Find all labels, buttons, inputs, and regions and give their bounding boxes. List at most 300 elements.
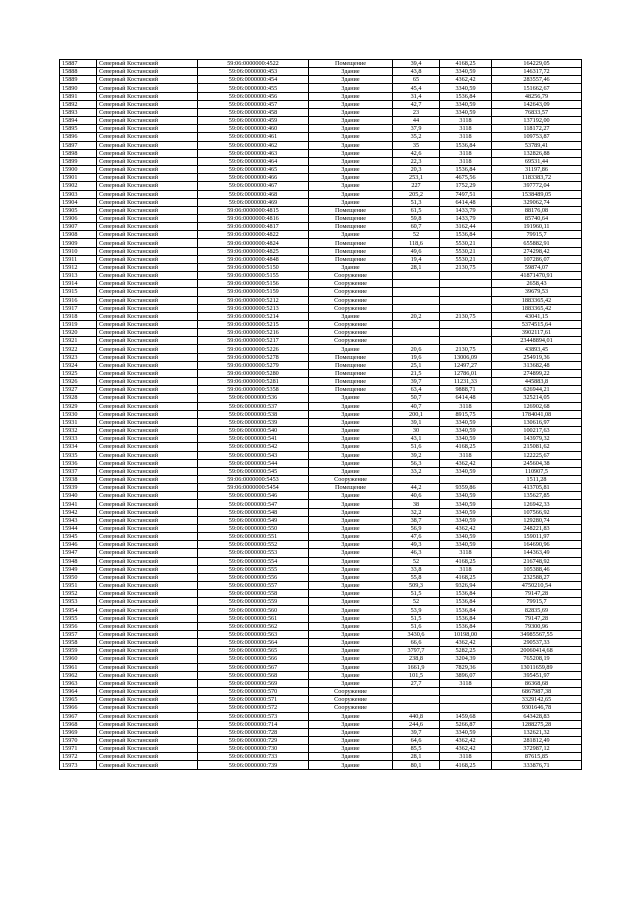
cadastral-number-cell: 59:06:0000000:468 (198, 190, 309, 198)
area-value-cell: 52 (393, 231, 440, 239)
district-name-cell: Северный Костанский (97, 459, 198, 467)
table-row (60, 516, 582, 524)
cadastral-value-cell: 132826,88 (492, 149, 582, 157)
district-name-cell: Северный Костанский (97, 125, 198, 133)
cadastral-value-cell: 372987,12 (492, 745, 582, 753)
cadastral-value-cell: 129280,74 (492, 516, 582, 524)
cadastral-value-cell: 143979,32 (492, 435, 582, 443)
row-number-cell: 15908 (60, 231, 97, 239)
area-value-cell: 440,8 (393, 712, 440, 720)
object-type-cell: Здание (309, 630, 393, 638)
object-type-cell: Здание (309, 125, 393, 133)
cadastral-number-cell: 59:06:0000000:464 (198, 157, 309, 165)
cadastral-number-cell: 59:06:0000000:4816 (198, 214, 309, 222)
cadastral-number-cell: 59:06:0000000:5454 (198, 484, 309, 492)
specific-value-cell (440, 337, 492, 345)
table-row (60, 451, 582, 459)
cadastral-number-cell: 59:06:0000000:714 (198, 720, 309, 728)
specific-value-cell: 3340,59 (440, 516, 492, 524)
table-row (60, 557, 582, 565)
cadastral-value-cell: 137192,00 (492, 117, 582, 125)
specific-value-cell: 1536,84 (440, 141, 492, 149)
table-row (60, 394, 582, 402)
area-value-cell: 20,2 (393, 312, 440, 320)
cadastral-number-cell: 59:06:0000000:558 (198, 590, 309, 598)
cadastral-number-cell: 59:06:0000000:733 (198, 753, 309, 761)
object-type-cell: Здание (309, 573, 393, 581)
row-number-cell: 15952 (60, 590, 97, 598)
row-number-cell: 15905 (60, 206, 97, 214)
district-name-cell: Северный Костанский (97, 736, 198, 744)
specific-value-cell: 3118 (440, 402, 492, 410)
table-row (60, 321, 582, 329)
area-value-cell (393, 337, 440, 345)
district-name-cell: Северный Костанский (97, 451, 198, 459)
table-row (60, 198, 582, 206)
table-row (60, 280, 582, 288)
area-value-cell: 65 (393, 76, 440, 84)
specific-value-cell: 3204,39 (440, 655, 492, 663)
cadastral-number-cell: 59:06:0000000:455 (198, 84, 309, 92)
specific-value-cell: 3118 (440, 753, 492, 761)
cadastral-number-cell: 59:06:0000000:545 (198, 467, 309, 475)
cadastral-number-cell: 59:06:0000000:549 (198, 516, 309, 524)
district-name-cell: Северный Костанский (97, 378, 198, 386)
row-number-cell: 15892 (60, 100, 97, 108)
row-number-cell: 15903 (60, 190, 97, 198)
row-number-cell: 15934 (60, 443, 97, 451)
cadastral-value-cell: 329062,74 (492, 198, 582, 206)
specific-value-cell: 3340,59 (440, 435, 492, 443)
area-value-cell: 38 (393, 500, 440, 508)
cadastral-number-cell: 59:06:0000000:563 (198, 630, 309, 638)
cadastral-value-cell: 1883365,42 (492, 296, 582, 304)
specific-value-cell: 9888,71 (440, 386, 492, 394)
cadastral-value-cell: 79147,28 (492, 614, 582, 622)
specific-value-cell: 3118 (440, 117, 492, 125)
cadastral-number-cell: 59:06:0000000:565 (198, 647, 309, 655)
district-name-cell: Северный Костанский (97, 206, 198, 214)
table-row (60, 68, 582, 76)
district-name-cell: Северный Костанский (97, 92, 198, 100)
row-number-cell: 15964 (60, 688, 97, 696)
cadastral-number-cell: 59:06:0000000:469 (198, 198, 309, 206)
district-name-cell: Северный Костанский (97, 76, 198, 84)
table-row (60, 76, 582, 84)
table-row (60, 459, 582, 467)
district-name-cell: Северный Костанский (97, 361, 198, 369)
object-type-cell: Здание (309, 418, 393, 426)
table-row (60, 247, 582, 255)
row-number-cell: 15925 (60, 369, 97, 377)
cadastral-number-cell: 59:06:0000000:548 (198, 508, 309, 516)
area-value-cell: 47,6 (393, 533, 440, 541)
district-name-cell: Северный Костанский (97, 84, 198, 92)
cadastral-value-cell: 626944,21 (492, 386, 582, 394)
row-number-cell: 15948 (60, 557, 97, 565)
object-type-cell: Здание (309, 68, 393, 76)
row-number-cell: 15946 (60, 541, 97, 549)
cadastral-value-cell: 413705,81 (492, 484, 582, 492)
row-number-cell: 15956 (60, 622, 97, 630)
district-name-cell: Северный Костанский (97, 704, 198, 712)
cadastral-number-cell: 59:06:0000000:459 (198, 117, 309, 125)
row-number-cell: 15900 (60, 166, 97, 174)
specific-value-cell: 3340,59 (440, 492, 492, 500)
district-name-cell: Северный Костанский (97, 100, 198, 108)
specific-value-cell: 4362,42 (440, 745, 492, 753)
area-value-cell: 21,5 (393, 369, 440, 377)
row-number-cell: 15969 (60, 728, 97, 736)
table-row (60, 720, 582, 728)
cadastral-number-cell: 59:06:0000000:5217 (198, 337, 309, 345)
table-row (60, 745, 582, 753)
object-type-cell: Сооружение (309, 288, 393, 296)
area-value-cell (393, 688, 440, 696)
row-number-cell: 15913 (60, 272, 97, 280)
cadastral-value-cell: 1288275,28 (492, 720, 582, 728)
district-name-cell: Северный Костанский (97, 582, 198, 590)
object-type-cell: Помещение (309, 361, 393, 369)
district-name-cell: Северный Костанский (97, 198, 198, 206)
district-name-cell: Северный Костанский (97, 712, 198, 720)
cadastral-number-cell: 59:06:0000000:537 (198, 402, 309, 410)
table-row (60, 410, 582, 418)
area-value-cell: 35 (393, 141, 440, 149)
specific-value-cell: 3118 (440, 149, 492, 157)
area-value-cell: 200,1 (393, 410, 440, 418)
row-number-cell: 15954 (60, 606, 97, 614)
cadastral-value-cell: 164229,05 (492, 60, 582, 68)
object-type-cell: Здание (309, 198, 393, 206)
row-number-cell: 15930 (60, 410, 97, 418)
cadastral-value-cell: 6867987,38 (492, 688, 582, 696)
cadastral-value-cell: 79147,28 (492, 590, 582, 598)
district-name-cell: Северный Костанский (97, 484, 198, 492)
table-row (60, 353, 582, 361)
area-value-cell: 205,2 (393, 190, 440, 198)
specific-value-cell: 5282,25 (440, 647, 492, 655)
row-number-cell: 15927 (60, 386, 97, 394)
cadastral-value-cell: 105388,46 (492, 565, 582, 573)
district-name-cell: Северный Костанский (97, 141, 198, 149)
specific-value-cell: 3118 (440, 125, 492, 133)
specific-value-cell (440, 280, 492, 288)
area-value-cell: 55,8 (393, 573, 440, 581)
object-type-cell: Помещение (309, 239, 393, 247)
cadastral-number-cell: 59:06:0000000:5453 (198, 475, 309, 483)
table-row (60, 272, 582, 280)
cadastral-number-cell: 59:06:0000000:463 (198, 149, 309, 157)
area-value-cell: 35,2 (393, 133, 440, 141)
area-value-cell: 253,1 (393, 174, 440, 182)
cadastral-value-cell: 1538489,05 (492, 190, 582, 198)
specific-value-cell: 4362,42 (440, 76, 492, 84)
district-name-cell: Северный Костанский (97, 655, 198, 663)
district-name-cell: Северный Костанский (97, 418, 198, 426)
district-name-cell: Северный Костанский (97, 394, 198, 402)
object-type-cell: Сооружение (309, 280, 393, 288)
specific-value-cell: 4168,25 (440, 60, 492, 68)
cadastral-number-cell: 59:06:0000000:461 (198, 133, 309, 141)
district-name-cell: Северный Костанский (97, 117, 198, 125)
object-type-cell: Здание (309, 761, 393, 769)
cadastral-number-cell: 59:06:0000000:570 (198, 688, 309, 696)
cadastral-value-cell: 31197,86 (492, 166, 582, 174)
cadastral-number-cell: 59:06:0000000:729 (198, 736, 309, 744)
table-row (60, 541, 582, 549)
district-name-cell: Северный Костанский (97, 745, 198, 753)
specific-value-cell: 3118 (440, 549, 492, 557)
cadastral-number-cell: 59:06:0000000:572 (198, 704, 309, 712)
specific-value-cell: 1459,68 (440, 712, 492, 720)
specific-value-cell: 8915,75 (440, 410, 492, 418)
table-row (60, 679, 582, 687)
cadastral-number-cell: 59:06:0000000:571 (198, 696, 309, 704)
cadastral-number-cell: 59:06:0000000:550 (198, 524, 309, 532)
table-row (60, 614, 582, 622)
area-value-cell: 49,3 (393, 541, 440, 549)
table-row (60, 418, 582, 426)
cadastral-value-cell: 69531,44 (492, 157, 582, 165)
cadastral-number-cell: 59:06:0000000:544 (198, 459, 309, 467)
table-row (60, 753, 582, 761)
specific-value-cell: 3340,59 (440, 508, 492, 516)
specific-value-cell: 5530,21 (440, 247, 492, 255)
object-type-cell: Здание (309, 92, 393, 100)
cadastral-value-cell: 151662,67 (492, 84, 582, 92)
table-row (60, 84, 582, 92)
row-number-cell: 15919 (60, 321, 97, 329)
cadastral-value-cell: 135627,85 (492, 492, 582, 500)
specific-value-cell: 6414,48 (440, 198, 492, 206)
cadastral-value-cell: 274899,22 (492, 369, 582, 377)
table-row (60, 671, 582, 679)
cadastral-value-cell: 245604,38 (492, 459, 582, 467)
cadastral-number-cell: 59:06:0000000:5213 (198, 304, 309, 312)
table-row (60, 606, 582, 614)
area-value-cell (393, 296, 440, 304)
area-value-cell: 44,2 (393, 484, 440, 492)
cadastral-number-cell: 59:06:0000000:560 (198, 606, 309, 614)
row-number-cell: 15909 (60, 239, 97, 247)
cadastral-value-cell: 110907,5 (492, 467, 582, 475)
specific-value-cell: 9326,94 (440, 582, 492, 590)
specific-value-cell: 5530,21 (440, 255, 492, 263)
object-type-cell: Здание (309, 736, 393, 744)
specific-value-cell: 6414,48 (440, 394, 492, 402)
area-value-cell: 61,5 (393, 206, 440, 214)
object-type-cell: Помещение (309, 353, 393, 361)
object-type-cell: Здание (309, 655, 393, 663)
row-number-cell: 15950 (60, 573, 97, 581)
specific-value-cell (440, 288, 492, 296)
cadastral-value-cell: 283557,46 (492, 76, 582, 84)
area-value-cell: 238,8 (393, 655, 440, 663)
specific-value-cell (440, 321, 492, 329)
row-number-cell: 15941 (60, 500, 97, 508)
table-row (60, 443, 582, 451)
object-type-cell: Здание (309, 492, 393, 500)
cadastral-number-cell: 59:06:0000000:547 (198, 500, 309, 508)
table-row (60, 214, 582, 222)
specific-value-cell: 5266,87 (440, 720, 492, 728)
district-name-cell: Северный Костанский (97, 492, 198, 500)
table-row (60, 263, 582, 271)
object-type-cell: Сооружение (309, 337, 393, 345)
area-value-cell: 51,3 (393, 198, 440, 206)
object-type-cell: Помещение (309, 255, 393, 263)
table-row (60, 688, 582, 696)
cadastral-value-cell: 313682,48 (492, 361, 582, 369)
row-number-cell: 15912 (60, 263, 97, 271)
row-number-cell: 15936 (60, 459, 97, 467)
area-value-cell: 39,7 (393, 728, 440, 736)
area-value-cell: 31,4 (393, 92, 440, 100)
area-value-cell: 85,5 (393, 745, 440, 753)
district-name-cell: Северный Костанский (97, 108, 198, 116)
table-row (60, 108, 582, 116)
specific-value-cell: 4362,42 (440, 736, 492, 744)
cadastral-number-cell: 59:06:0000000:566 (198, 655, 309, 663)
specific-value-cell: 3340,59 (440, 467, 492, 475)
area-value-cell: 80,1 (393, 761, 440, 769)
district-name-cell: Северный Костанский (97, 598, 198, 606)
cadastral-number-cell: 59:06:0000000:552 (198, 541, 309, 549)
area-value-cell: 51,6 (393, 622, 440, 630)
cadastral-value-cell: 254919,36 (492, 353, 582, 361)
cadastral-value-cell: 159011,97 (492, 533, 582, 541)
cadastral-number-cell: 59:06:0000000:466 (198, 174, 309, 182)
specific-value-cell: 1536,84 (440, 622, 492, 630)
row-number-cell: 15894 (60, 117, 97, 125)
area-value-cell (393, 304, 440, 312)
specific-value-cell: 1536,84 (440, 614, 492, 622)
specific-value-cell: 2130,75 (440, 312, 492, 320)
specific-value-cell: 4675,56 (440, 174, 492, 182)
row-number-cell: 15904 (60, 198, 97, 206)
object-type-cell: Здание (309, 345, 393, 353)
specific-value-cell: 5530,21 (440, 239, 492, 247)
specific-value-cell: 3118 (440, 679, 492, 687)
row-number-cell: 15906 (60, 214, 97, 222)
cadastral-number-cell: 59:06:0000000:5279 (198, 361, 309, 369)
specific-value-cell: 3896,07 (440, 671, 492, 679)
area-value-cell: 39,4 (393, 60, 440, 68)
cadastral-value-cell: 41871470,91 (492, 272, 582, 280)
row-number-cell: 15923 (60, 353, 97, 361)
table-row (60, 378, 582, 386)
cadastral-number-cell: 59:06:0000000:4815 (198, 206, 309, 214)
table-row (60, 190, 582, 198)
cadastral-value-cell: 232588,27 (492, 573, 582, 581)
cadastral-value-cell: 2658,43 (492, 280, 582, 288)
cadastral-value-cell: 87615,85 (492, 753, 582, 761)
specific-value-cell: 4168,25 (440, 443, 492, 451)
specific-value-cell: 4168,25 (440, 573, 492, 581)
specific-value-cell: 4362,42 (440, 639, 492, 647)
table-row (60, 206, 582, 214)
cadastral-value-cell: 85740,64 (492, 214, 582, 222)
cadastral-value-cell: 4750210,54 (492, 582, 582, 590)
area-value-cell: 40,7 (393, 402, 440, 410)
cadastral-value-cell: 146317,72 (492, 68, 582, 76)
row-number-cell: 15932 (60, 427, 97, 435)
cadastral-value-cell: 191960,11 (492, 223, 582, 231)
table-row (60, 427, 582, 435)
area-value-cell: 33,8 (393, 565, 440, 573)
table-row (60, 761, 582, 769)
cadastral-value-cell: 107286,07 (492, 255, 582, 263)
table-row (60, 149, 582, 157)
cadastral-number-cell: 59:06:0000000:5212 (198, 296, 309, 304)
cadastral-value-cell: 445883,8 (492, 378, 582, 386)
object-type-cell: Помещение (309, 247, 393, 255)
table-row (60, 386, 582, 394)
row-number-cell: 15907 (60, 223, 97, 231)
specific-value-cell: 4362,42 (440, 459, 492, 467)
district-name-cell: Северный Костанский (97, 369, 198, 377)
district-name-cell: Северный Костанский (97, 533, 198, 541)
table-row (60, 402, 582, 410)
object-type-cell: Здание (309, 671, 393, 679)
cadastral-number-cell: 59:06:0000000:540 (198, 427, 309, 435)
cadastral-number-cell: 59:06:0000000:562 (198, 622, 309, 630)
specific-value-cell: 3340,59 (440, 68, 492, 76)
row-number-cell: 15893 (60, 108, 97, 116)
table-row (60, 484, 582, 492)
specific-value-cell: 1536,84 (440, 92, 492, 100)
table-row (60, 223, 582, 231)
cadastral-number-cell: 59:06:0000000:5159 (198, 288, 309, 296)
object-type-cell: Здание (309, 679, 393, 687)
specific-value-cell: 9359,86 (440, 484, 492, 492)
district-name-cell: Северный Костанский (97, 263, 198, 271)
object-type-cell: Сооружение (309, 329, 393, 337)
area-value-cell: 52 (393, 557, 440, 565)
district-name-cell: Северный Костанский (97, 182, 198, 190)
object-type-cell: Помещение (309, 206, 393, 214)
area-value-cell: 28,1 (393, 263, 440, 271)
cadastral-value-cell: 53789,41 (492, 141, 582, 149)
district-name-cell: Северный Костанский (97, 541, 198, 549)
object-type-cell: Здание (309, 712, 393, 720)
area-value-cell: 59,8 (393, 214, 440, 222)
district-name-cell: Северный Костанский (97, 149, 198, 157)
object-type-cell: Здание (309, 174, 393, 182)
object-type-cell: Здание (309, 410, 393, 418)
cadastral-number-cell: 59:06:0000000:556 (198, 573, 309, 581)
cadastral-value-cell: 48256,79 (492, 92, 582, 100)
area-value-cell: 52 (393, 598, 440, 606)
district-name-cell: Северный Костанский (97, 753, 198, 761)
cadastral-value-cell: 290537,33 (492, 639, 582, 647)
district-name-cell: Северный Костанский (97, 622, 198, 630)
area-value-cell: 19,6 (393, 353, 440, 361)
row-number-cell: 15972 (60, 753, 97, 761)
object-type-cell: Сооружение (309, 704, 393, 712)
row-number-cell: 15958 (60, 639, 97, 647)
object-type-cell: Сооружение (309, 272, 393, 280)
table-row (60, 92, 582, 100)
district-name-cell: Северный Костанский (97, 435, 198, 443)
cadastral-value-cell: 43893,45 (492, 345, 582, 353)
cadastral-number-cell: 59:06:0000000:739 (198, 761, 309, 769)
table-row (60, 492, 582, 500)
row-number-cell: 15887 (60, 60, 97, 68)
cadastral-number-cell: 59:06:0000000:458 (198, 108, 309, 116)
cadastral-number-cell: 59:06:0000000:546 (198, 492, 309, 500)
